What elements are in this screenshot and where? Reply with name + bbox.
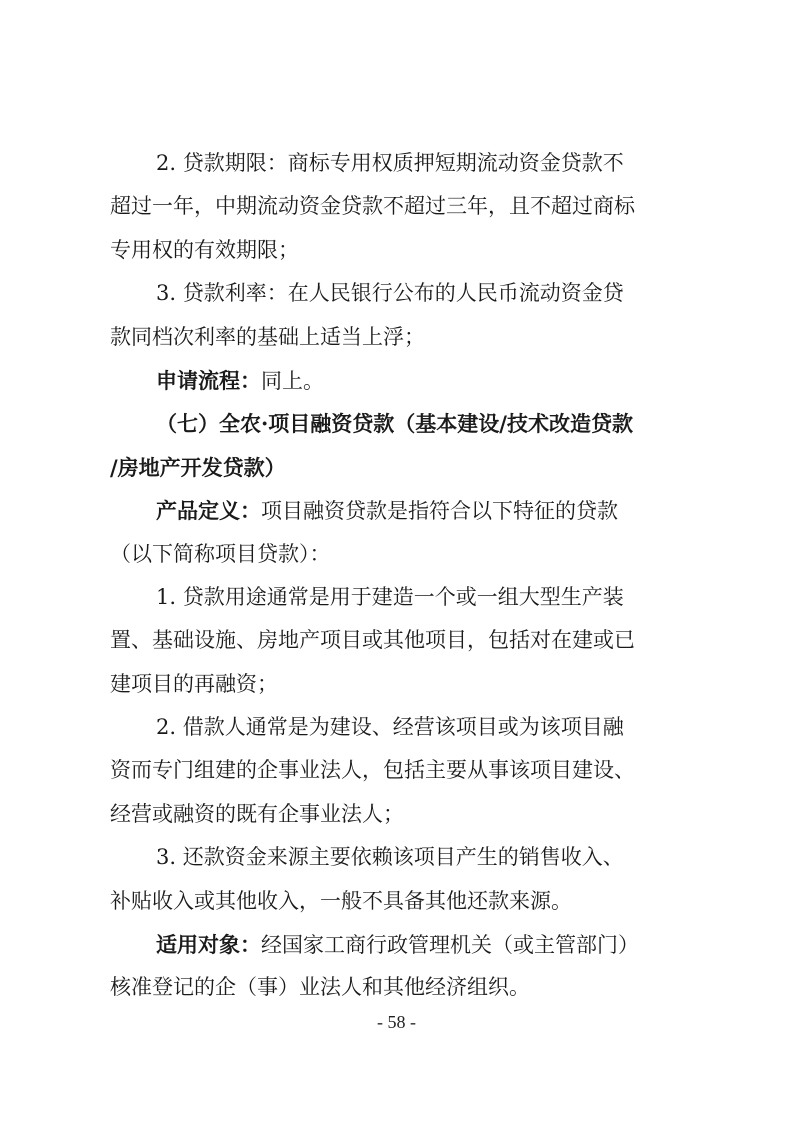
page-number: - 58 - (377, 1012, 416, 1032)
body-text (110, 142, 698, 1010)
paragraph-line: 3. 还款资金来源主要依赖该项目产生的销售收入、 (156, 845, 624, 870)
paragraph-line (110, 923, 698, 966)
paragraph-line: （以下简称项目贷款）： (110, 541, 331, 566)
paragraph-line: 补贴收入或其他收入，一般不具备其他还款来源。 (110, 888, 572, 913)
paragraph-line: 超过一年，中期流动资金贷款不超过三年，且不超过商标 (110, 194, 635, 219)
paragraph-line (110, 359, 698, 402)
paragraph-line: 置、基础设施、房地产项目或其他项目，包括对在建或已 (110, 628, 635, 653)
paragraph-line: 建项目的再融资； (110, 671, 278, 696)
paragraph-line: 3. 贷款利率：在人民银行公布的人民币流动资金贷 (156, 281, 624, 306)
paragraph-line: 专用权的有效期限； (110, 237, 299, 262)
inline-text: 同上。 (261, 368, 324, 393)
paragraph-line (110, 489, 698, 532)
paragraph-line: 2. 贷款期限：商标专用权质押短期流动资金贷款不 (156, 151, 624, 175)
paragraph-line: 资而专门组建的企事业法人，包括主要从事该项目建设、 (110, 758, 635, 783)
inline-label: 产品定义： (156, 498, 261, 524)
section-heading: （七）全农·项目融资贷款（基本建设/技术改造贷款 (156, 411, 633, 437)
paragraph-line: 款同档次利率的基础上适当上浮； (110, 324, 425, 349)
inline-text: 项目融资贷款是指符合以下特征的贷款 (261, 499, 618, 524)
section-heading: /房地产开发贷款） (110, 454, 286, 480)
paragraph-line: 2. 借款人通常是为建设、经营该项目或为该项目融 (156, 715, 624, 740)
inline-text: 经国家工商行政管理机关（或主管部门） (261, 933, 639, 958)
paragraph-line: 1. 贷款用途通常是用于建造一个或一组大型生产装 (156, 584, 624, 609)
inline-label: 申请流程： (156, 367, 261, 393)
paragraph-line: 核准登记的企（事）业法人和其他经济组织。 (110, 975, 530, 1000)
paragraph-line: 经营或融资的既有企事业法人； (110, 801, 404, 826)
inline-label: 适用对象： (156, 932, 261, 958)
